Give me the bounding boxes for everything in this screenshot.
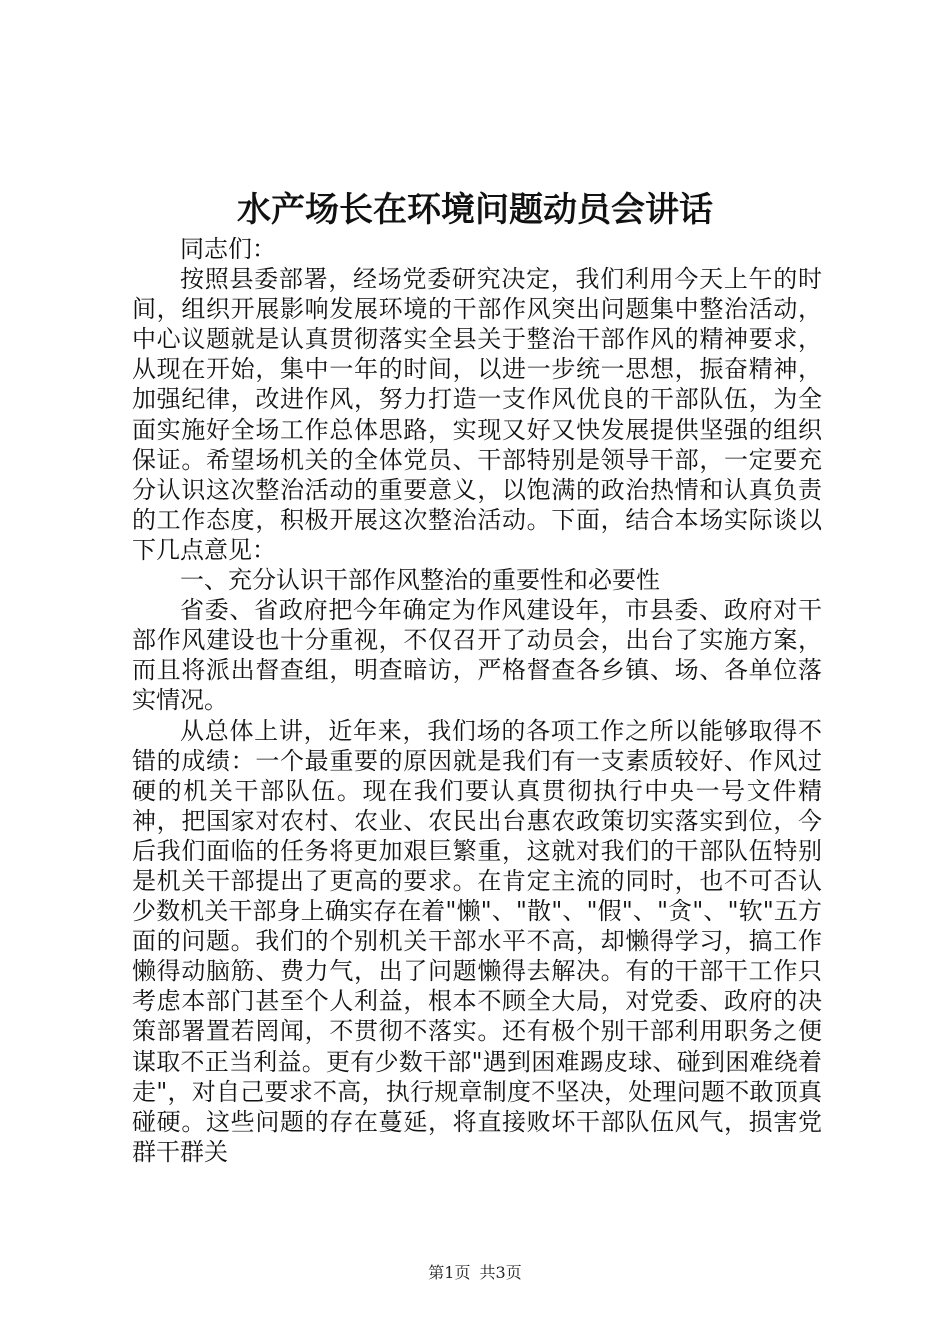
page-total: 共3页 [479,1263,522,1282]
page-footer [0,1262,950,1284]
document-body [132,234,822,1167]
document-title: 水产场长在环境问题动员会讲话 [237,190,713,230]
intro-paragraph: 按照县委部署，经场党委研究决定，我们利用今天上午的时间，组织开展影响发展环境的干部作风突出问题集中整治活动，中心议题就是认真贯彻落实全县关于整治干部作风的精神要求，从现在开始，集中一年的时间，以进一步统一思想，振奋精神，加强纪律，改进作风，努力打造一支作风优良的干部队伍，为全面实施好全场工作总体思路，实现又好又快发展提供坚强的组织保证。希望场机关的全体党员、干部特别是领导干部，一定要充分认识这次整治活动的重要意义，以饱满的政治热情和认真负责的工作态度，积极开展这次整治活动。下面，结合本场实际谈以下几点意见： [132,265,822,564]
section-heading: 一、充分认识干部作风整治的重要性和必要性 [180,566,660,595]
salutation-paragraph: 同志们： [180,235,276,263]
body-paragraph: 从总体上讲，近年来，我们场的各项工作之所以能够取得不错的成绩：一个最重要的原因就是我们有一支素质较好、作风过硬的机关干部队伍。现在我们要认真贯彻执行中央一号文件精神，把国家对农村、农业、农民出台惠农政策切实落实到位，今后我们面临的任务将更加艰巨繁重，这就对我们的干部队伍特别是机关干部提出了更高的要求。在肯定主流的同时，也不可否认少数机关干部身上确实存在着"懒"、"散"、"假"、"贪"、"软"五方面的问题。我们的个别机关干部水平不高，却懒得学习，搞工作懒得动脑筋、费力气，出了问题懒得去解决。有的干部干工作只考虑本部门甚至个人利益，根本不顾全大局，对党委、政府的决策部署置若罔闻，不贯彻不落实。还有极个别干部利用职务之便谋取不正当利益。更有少数干部"遇到困难踢皮球、碰到困难绕着走"，对自己要求不高，执行规章制度不坚决，处理问题不敢顶真碰硬。这些问题的存在蔓延，将直接败坏干部队伍风气，损害党群干群关 [132,716,822,1166]
body-paragraph: 省委、省政府把今年确定为作风建设年，市县委、政府对干部作风建设也十分重视，不仅召开了动员会，出台了实施方案，而且将派出督查组，明查暗访，严格督查各乡镇、场、各单位落实情况。 [132,596,822,715]
page-number: 第1页 [428,1263,471,1282]
